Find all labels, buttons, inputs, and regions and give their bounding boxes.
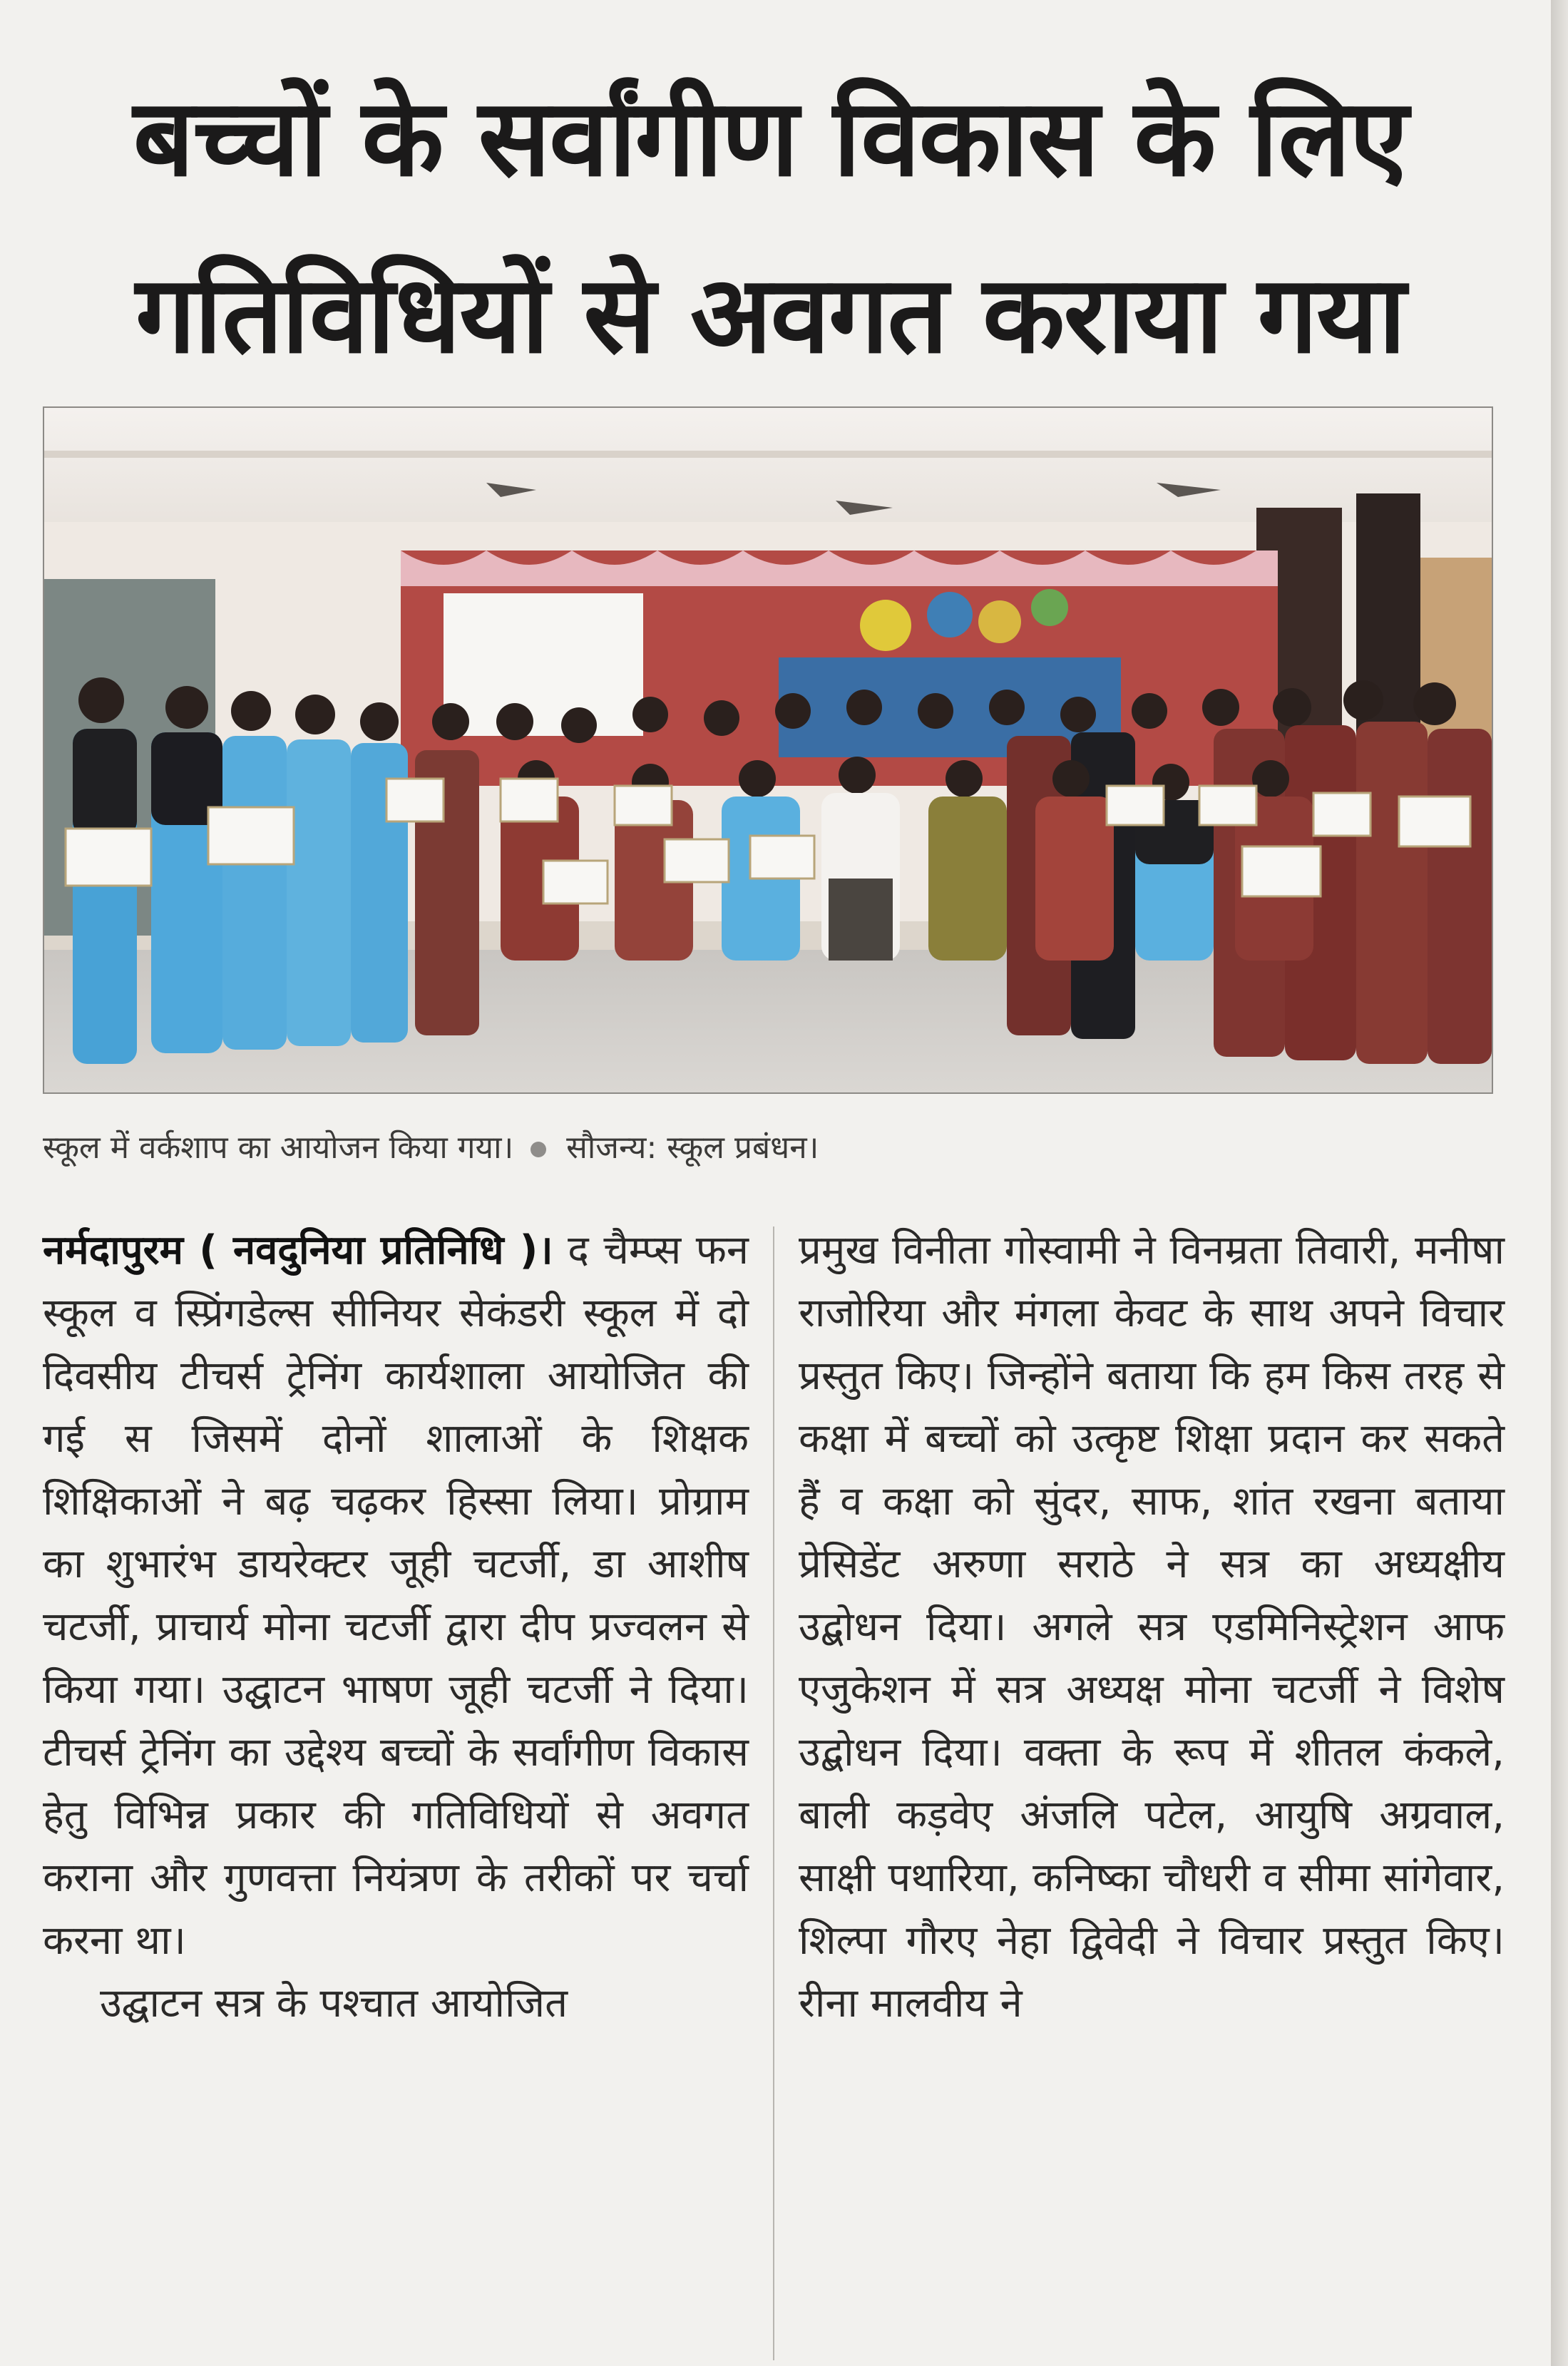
article-body-left: द चैम्प्स फन स्कूल व स्प्रिंगडेल्स सीनियर सेकंडरी स्कूल में दो दिवसीय टीचर्स ट्रेनिंग कार्यशाला आयोजित की गई स जिसमें दोनों शालाओं के शिक्षक शिक्षिकाओं ने बढ़ चढ़कर हिस्सा लिया। प्रोग्राम का शुभारंभ डायरेक्टर जूही चटर्जी, डा आशीष चटर्जी, प्राचार्य मोना चटर्जी द्वारा दीप प्रज्वलन से किया गया। उद्घाटन भाषण जूही चटर्जी ने दिया। टीचर्स ट्रेनिंग का उद्देश्य बच्चों के सर्वांगीण विकास हेतु विभिन्न प्रकार की गतिविधियों से अवगत कराना और गुणवत्ता नियंत्रण के तरीकों पर चर्चा करना था।	[43, 1227, 749, 1964]
dateline: नर्मदापुरम ( नवदुनिया प्रतिनिधि )।	[43, 1227, 553, 1274]
article-column-left	[43, 1219, 749, 2035]
headline	[43, 50, 1497, 404]
photo-caption	[43, 1120, 1497, 1177]
headline-line-1: बच्चों के सर्वांगीण विकास के लिए	[133, 76, 1408, 200]
article-body-left-para-2: उद्घाटन सत्र के पश्चात आयोजित	[100, 1980, 568, 2027]
headline-line-2: गतिविधियों से अवगत कराया गया	[135, 253, 1405, 377]
bullet-icon	[531, 1142, 546, 1157]
page-edge	[1551, 0, 1568, 2366]
article-column-right	[799, 1219, 1505, 2035]
caption-text: स्कूल में वर्कशाप का आयोजन किया गया।	[43, 1130, 514, 1166]
column-divider	[773, 1226, 774, 2360]
caption-credit: सौजन्य: स्कूल प्रबंधन।	[566, 1130, 819, 1166]
article-body-right: प्रमुख विनीता गोस्वामी ने विनम्रता तिवारी, मनीषा राजोरिया और मंगला केवट के साथ अपने विचार प्रस्तुत किए। जिन्होंने बताया कि हम किस तरह से कक्षा में बच्चों को उत्कृष्ट शिक्षा प्रदान कर सकते हैं व कक्षा को सुंदर, साफ, शांत रखना बताया प्रेसिडेंट अरुणा सराठे ने सत्र का अध्यक्षीय उद्बोधन दिया। अगले सत्र एडमिनिस्ट्रेशन आफ एजुकेशन में सत्र अध्यक्ष मोना चटर्जी ने विशेष उद्बोधन दिया। वक्ता के रूप में शीतल कंकले, बाली कड़वेए अंजलि पटेल, आयुषि अग्रवाल, साक्षी पथारिया, कनिष्का चौधरी व सीमा सांगेवार, शिल्पा गौरए नेहा द्विवेदी ने विचार प्रस्तुत किए। रीना मालवीय ने	[799, 1227, 1505, 2027]
news-photo	[43, 406, 1493, 1094]
